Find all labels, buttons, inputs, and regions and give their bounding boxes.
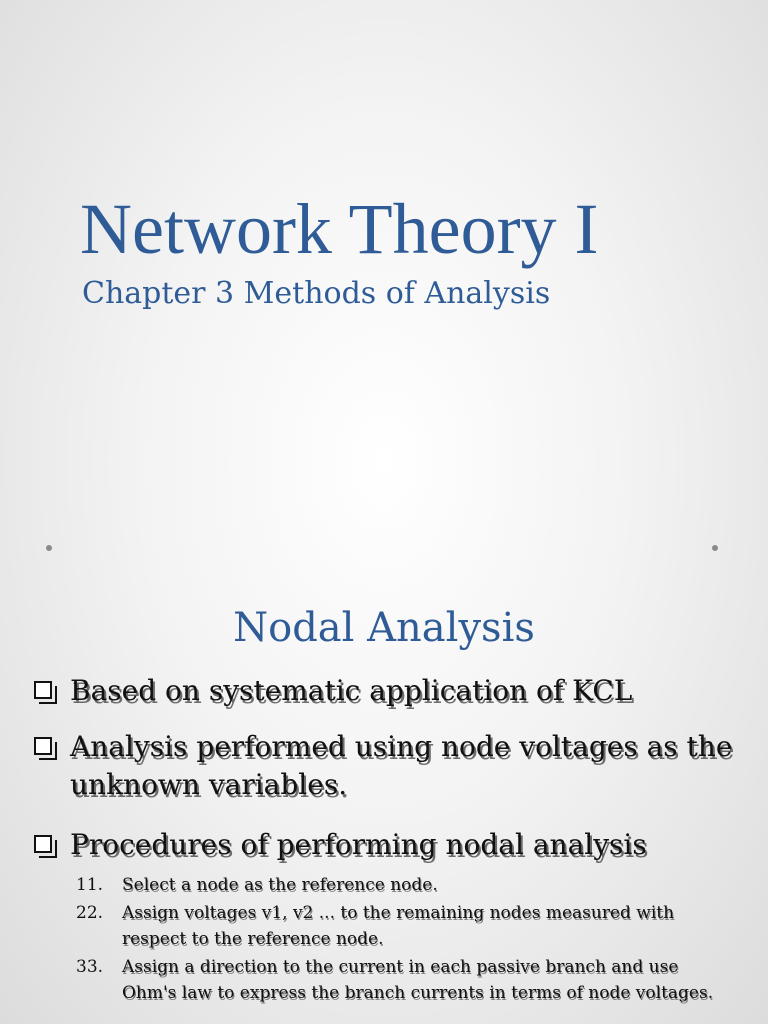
step-text: Assign voltages v1, v2 ... to the remaining nodes measured with respect to the reference node. bbox=[122, 903, 675, 949]
step-number: 22. bbox=[76, 903, 104, 923]
presentation-subtitle: Chapter 3 Methods of Analysis bbox=[82, 276, 551, 311]
bullet-item bbox=[30, 826, 750, 864]
step-number: 33. bbox=[76, 957, 104, 977]
step-item bbox=[76, 872, 736, 898]
step-text: Select a node as the reference node. bbox=[122, 875, 438, 895]
step-number: 11. bbox=[76, 875, 104, 895]
checkbox-bullet-icon bbox=[34, 681, 52, 699]
step-item bbox=[76, 954, 736, 1006]
bullet-text: Based on systematic application of KCL bbox=[70, 674, 633, 707]
presentation-title: Network Theory I bbox=[80, 189, 599, 269]
slide-title: Nodal Analysis bbox=[233, 605, 535, 651]
checkbox-bullet-icon bbox=[34, 737, 52, 755]
step-text: Assign a direction to the current in each passive branch and use Ohm's law to express the branch currents in terms of node voltages. bbox=[122, 957, 714, 1003]
bullet-text: Procedures of performing nodal analysis bbox=[70, 828, 647, 861]
step-item bbox=[76, 900, 736, 952]
bullet-list bbox=[30, 672, 750, 864]
bullet-item bbox=[30, 672, 750, 710]
checkbox-bullet-icon bbox=[34, 835, 52, 853]
bullet-item bbox=[30, 728, 750, 804]
bullet-text: Analysis performed using node voltages as the unknown variables. bbox=[70, 730, 733, 801]
numbered-steps bbox=[76, 872, 736, 1008]
